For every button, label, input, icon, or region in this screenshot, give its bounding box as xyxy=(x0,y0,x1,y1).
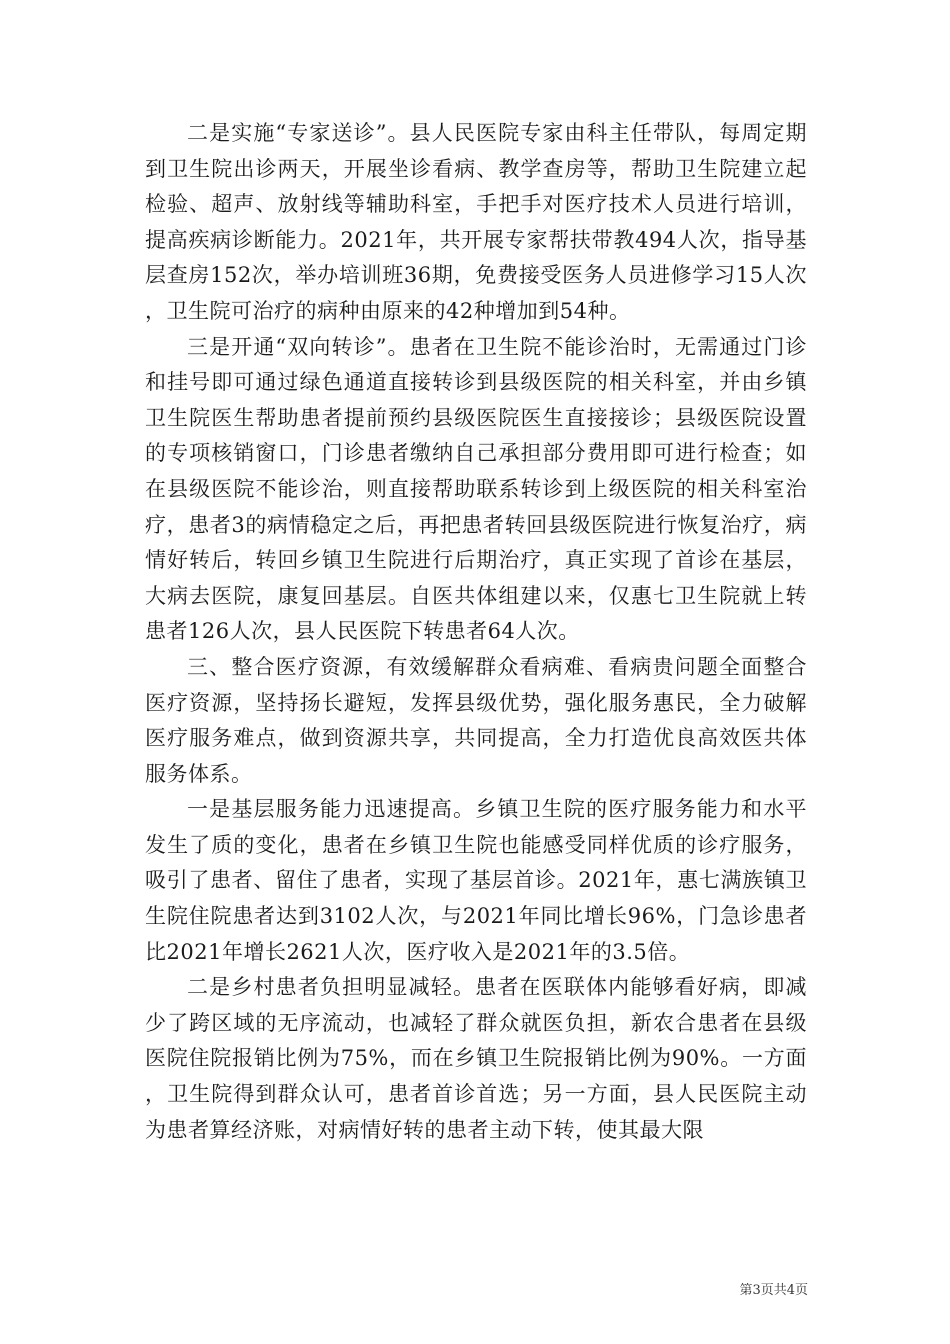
paragraph-integrate-resources: 三、整合医疗资源，有效缓解群众看病难、看病贵问题全面整合医疗资源，坚持扬长避短，发挥县级优势，强化服务惠民，全力破解医疗服务难点，做到资源共享，共同提高，全力打造优良高效医共体服务体系。 xyxy=(145,654,807,786)
page-number-footer: 第3页共4页 xyxy=(739,1283,808,1298)
paragraph-two-way-referral: 三是开通“双向转诊”。患者在卫生院不能诊治时，无需通过门诊和挂号即可通过绿色通道直接转诊到县级医院的相关科室，并由乡镇卫生院医生帮助患者提前预约县级医院医生直接接诊；县级医院设置的专项核销窗口，门诊患者缴纳自己承担部分费用即可进行检查；如在县级医院不能诊治，则直接帮助联系转诊到上级医院的相关科室治疗，患者3的病情稳定之后，再把患者转回县级医院进行恢复治疗，病情好转后，转回乡镇卫生院进行后期治疗，真正实现了首诊在基层，大病去医院，康复回基层。自医共体组建以来，仅惠七卫生院就上转患者126人次，县人民医院下转患者64人次。 xyxy=(145,334,807,644)
paragraph-patient-burden: 二是乡村患者负担明显减轻。患者在医联体内能够看好病，即减少了跨区域的无序流动，也减轻了群众就医负担，新农合患者在县级医院住院报销比例为75%，而在乡镇卫生院报销比例为90%。一方面，卫生院得到群众认可，患者首诊首选；另一方面，县人民医院主动为患者算经济账，对病情好转的患者主动下转，使其最大限 xyxy=(145,975,807,1142)
paragraph-expert-visits: 二是实施“专家送诊”。县人民医院专家由科主任带队，每周定期到卫生院出诊两天，开展坐诊看病、教学查房等，帮助卫生院建立起检验、超声、放射线等辅助科室，手把手对医疗技术人员进行培训，提高疾病诊断能力。2021年，共开展专家帮扶带教494人次，指导基层查房152次，举办培训班36期，免费接受医务人员进修学习15人次，卫生院可治疗的病种由原来的42种增加到54种。 xyxy=(145,121,807,323)
paragraph-grassroots-capacity: 一是基层服务能力迅速提高。乡镇卫生院的医疗服务能力和水平发生了质的变化，患者在乡镇卫生院也能感受同样优质的诊疗服务，吸引了患者、留住了患者，实现了基层首诊。2021年，惠七满族镇卫生院住院患者达到3102人次，与2021年同比增长96%，门急诊患者比2021年增长2621人次，医疗收入是2021年的3.5倍。 xyxy=(145,797,807,964)
document-body xyxy=(145,116,807,1148)
